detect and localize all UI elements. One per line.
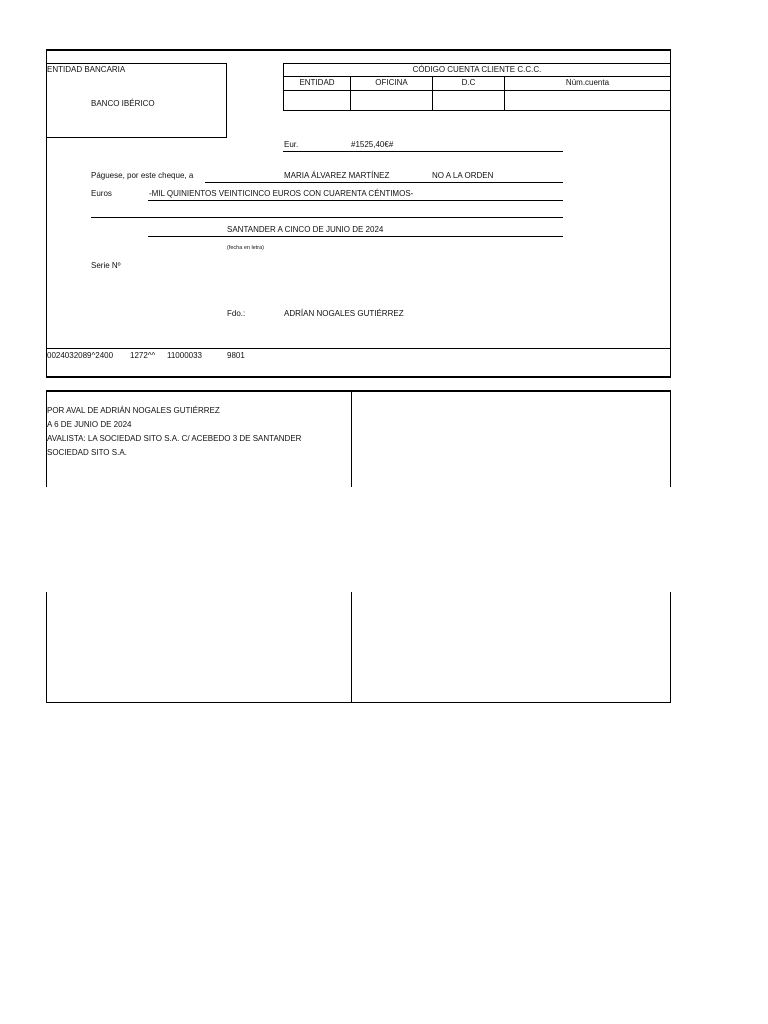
aval-left-border-bottom [46, 592, 47, 703]
ccc-header-dc: D.C [461, 78, 476, 87]
ccc-header-num-cuenta: Núm.cuenta [565, 78, 610, 87]
ccc-title: CÓDIGO CUENTA CLIENTE C.C.C. [412, 65, 542, 74]
eur-label: Eur. [284, 140, 299, 149]
serie-label: Serie Nº [91, 261, 121, 270]
bank-name: BANCO IBÉRICO [91, 99, 155, 108]
ccc-header-entidad: ENTIDAD [299, 78, 335, 87]
payee-underline [283, 182, 563, 183]
aval-mid-border-bottom [351, 592, 352, 703]
ccc-header-oficina: OFICINA [375, 78, 408, 87]
cheque-top-border [46, 49, 671, 51]
payee-name: MARIA ÁLVAREZ MARTÍNEZ [284, 171, 390, 180]
amount-figure: #1525,40€# [351, 140, 394, 149]
aval-bottom-border [46, 702, 671, 703]
place-date-underline [148, 236, 563, 237]
bank-box-top [46, 63, 227, 64]
signer-name: ADRÍAN NOGALES GUTIÉRREZ [284, 309, 404, 318]
order-note: NO A LA ORDEN [432, 171, 494, 180]
micr-separator [46, 348, 671, 349]
amount-underline [283, 151, 563, 152]
bank-box-right [226, 63, 227, 138]
aval-top-border [46, 390, 671, 392]
aval-right-border-top [670, 390, 671, 487]
amount-words-underline [148, 200, 563, 201]
aval-right-border-bottom [670, 592, 671, 703]
amount-words-second-line [91, 217, 563, 218]
bank-box-bottom [46, 137, 227, 138]
cheque-right-border [670, 49, 671, 378]
micr-code-3: 9801 [227, 351, 245, 360]
aval-line-3: AVALISTA: LA SOCIEDAD SITO S.A. C/ ACEBEDO 3 DE SANTANDER [47, 434, 302, 443]
aval-line-2: A 6 DE JUNIO DE 2024 [47, 420, 132, 429]
date-note: (fecha en letra) [227, 245, 264, 251]
aval-line-1: POR AVAL DE ADRIÁN NOGALES GUTIÉRREZ [47, 406, 220, 415]
aval-mid-border-top [351, 390, 352, 487]
amount-words: -MIL QUINIENTOS VEINTICINCO EUROS CON CUARENTA CÉNTIMOS- [149, 189, 414, 198]
place-date: SANTANDER A CINCO DE JUNIO DE 2024 [227, 225, 384, 234]
micr-code-1: 1272^^ [130, 351, 156, 360]
micr-account: 0024032089^2400 [47, 351, 114, 360]
bank-label: ENTIDAD BANCARIA [47, 65, 126, 74]
pay-label-underline [205, 182, 283, 183]
ccc-line-2 [283, 76, 671, 77]
ccc-line-4 [283, 110, 671, 111]
ccc-line-3 [283, 90, 671, 91]
micr-code-2: 11000033 [167, 351, 202, 360]
aval-line-4: SOCIEDAD SITO S.A. [47, 448, 127, 457]
cheque-bottom-border [46, 376, 671, 378]
cheque-left-border [46, 49, 47, 378]
euros-label: Euros [91, 189, 112, 198]
pay-label: Páguese, por este cheque, a [91, 171, 194, 180]
signed-label: Fdo.: [227, 309, 246, 318]
ccc-line-1 [283, 63, 671, 64]
